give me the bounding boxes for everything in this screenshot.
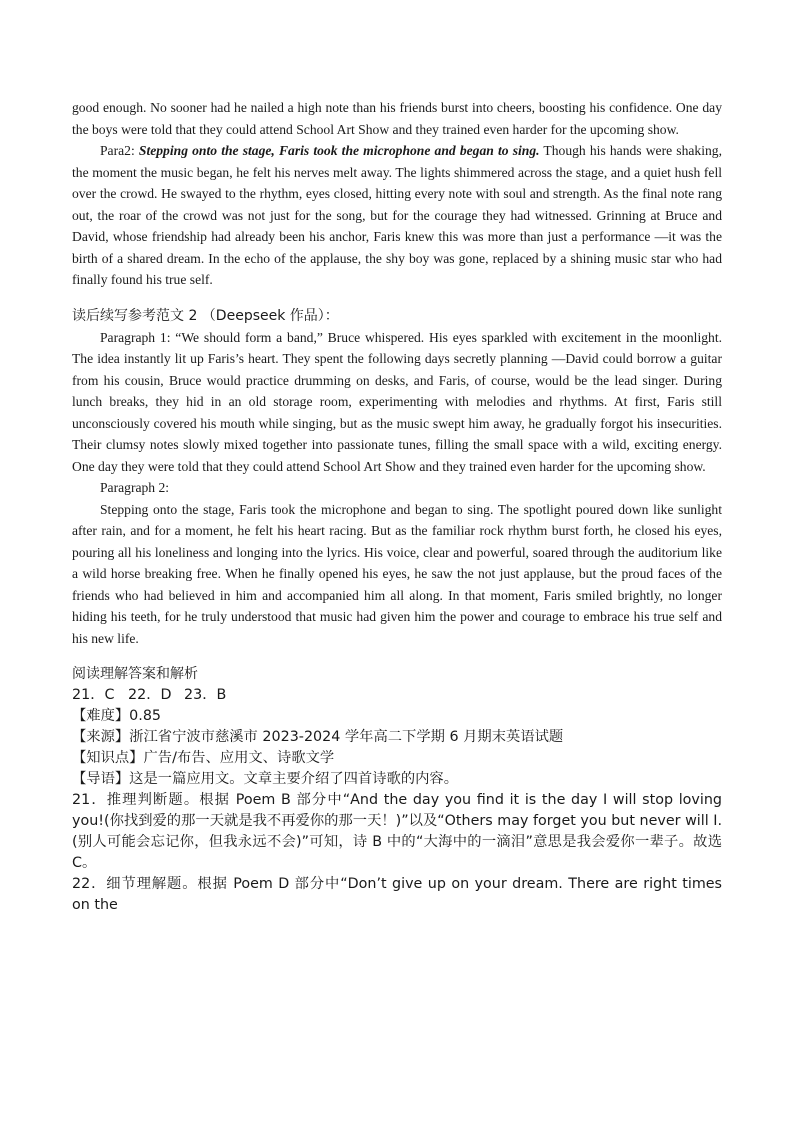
answers-heading: 阅读理解答案和解析 <box>72 666 198 682</box>
answer-23: 23．B <box>184 687 227 703</box>
para2-prefix: Para2: <box>100 143 139 158</box>
difficulty-line: 【难度】0.85 <box>72 708 162 724</box>
para2-lead-sentence: Stepping onto the stage, Faris took the microphone and began to sing. <box>138 143 540 158</box>
para2-body: Though his hands were shaking, the moment the music began, he felt his nerves melt away. The lights shimmered across the stage, and a quiet hush fell over the crowd. He swayed to the rhythm, eyes closed, hitting every note with soul and strength. As the final note rang out, the roar of the crowd was not just for the song, but for the courage they had witnessed. Grinning at Bruce and David, whose friendship had already been his anchor, Faris knew this was more than just a performance —it was the birth of a shared dream. In the echo of the applause, the shy boy was gone, replaced by a shining music star who had finally found his true self. <box>72 143 722 287</box>
answer-keys <box>72 685 722 706</box>
source-line: 【来源】浙江省宁波市慈溪市 2023-2024 学年高二下学期 6 月期末英语试题 <box>72 729 564 745</box>
answer-22: 22．D <box>128 687 172 703</box>
sample2-paragraph-1: Paragraph 1: “We should form a band,” Bruce whispered. His eyes sparkled with excitement in the moonlight. The idea instantly lit up Faris’s heart. They spent the following days secretly planning —David could borrow a guitar from his cousin, Bruce would practice drumming on desks, and Faris, of course, would be the lead singer. During lunch breaks, they hid in an old storage room, experimenting with melodies and rhythms. At first, Faris still unconsciously covered his mouth while singing, but as the music swept him away, he gradually forgot his insecurities. Their clumsy notes slowly mixed together into passionate tunes, filling the small space with a wild, exciting energy. One day they were told that they could attend School Art Show and they trained even harder for the upcoming show. <box>72 329 722 474</box>
explanation-21: 21．推理判断题。根据 Poem B 部分中“And the day you find it is the day I will stop loving you!(你找到爱的那一天就是我不再爱你的那一天！)”以及“Others may forget you but never will I.(别人可能会忘记你，但我永远不会)”可知，诗 B 中的“大海中的一滴泪”意思是我会爱你一辈子。故选 C。 <box>72 792 722 871</box>
document-page <box>72 97 722 916</box>
explanation-22: 22．细节理解题。根据 Poem D 部分中“Don’t give up on your dream. There are right times on the <box>72 876 722 913</box>
sample2-heading: 读后续写参考范文 2 （Deepseek 作品）： <box>72 307 339 324</box>
answer-21: 21．C <box>72 687 115 703</box>
intro-line: 【导语】这是一篇应用文。文章主要介绍了四首诗歌的内容。 <box>72 771 459 787</box>
sample2-paragraph-2: Stepping onto the stage, Faris took the microphone and began to sing. The spotlight poured down like sunlight after rain, and for a moment, he felt his heart racing. But as the familiar rock rhythm burst forth, he closed his eyes, pouring all his loneliness and longing into the lyrics. His voice, clear and powerful, soared through the auditorium like a wild horse breaking free. When he finally opened his eyes, he saw the not just applause, but the proud faces of the friends who had believed in him and accompanied him all along. In that moment, Faris smiled brightly, no longer hiding his teeth, for he truly understood that music had given him the power and courage to embrace his true self and his new life. <box>72 501 722 646</box>
knowledge-points-line: 【知识点】广告/布告、应用文、诗歌文学 <box>72 750 335 766</box>
paragraph-continuation: good enough. No sooner had he nailed a high note than his friends burst into cheers, boosting his confidence. One day the boys were told that they could attend School Art Show and they trained even harder for the upcoming show. <box>72 100 722 137</box>
sample2-paragraph-2-label: Paragraph 2: <box>100 480 170 495</box>
paragraph-para2 <box>72 140 722 291</box>
